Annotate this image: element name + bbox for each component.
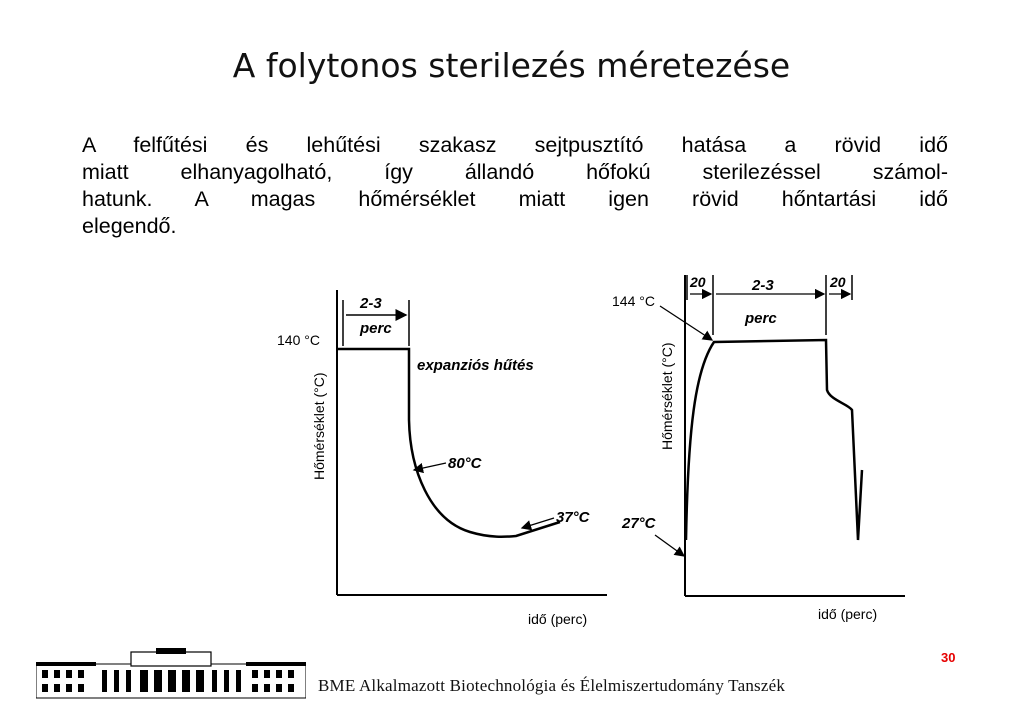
arrow-27 [655, 535, 684, 556]
hold-label-bottom: perc [360, 320, 392, 337]
paragraph-line: A felfűtési és lehűtési szakasz sejtpusztító hatása a rövid idő [82, 133, 948, 157]
y-axis-label: Hőmérséklet (°C) [659, 342, 675, 450]
temp-label-140: 140 °C [277, 332, 320, 348]
hold-label-top: 2-3 [360, 295, 382, 312]
hold-label-bottom: perc [745, 310, 777, 327]
cool-label: 20 [830, 274, 846, 290]
x-axis-label: idő (perc) [528, 611, 588, 627]
curve-label: expanziós hűtés [417, 357, 534, 374]
temp-label-144: 144 °C [612, 293, 655, 309]
paragraph-line: hatunk. A magas hőmérséklet miatt igen rövid hőntartási idő [82, 187, 948, 211]
x-axis-label: idő (perc) [818, 606, 878, 622]
heat-label: 20 [690, 274, 706, 290]
page-number: 30 [941, 650, 956, 665]
temp-label-37: 37°C [556, 509, 590, 526]
hold-label-top: 2-3 [752, 277, 774, 294]
slide-title: A folytonos sterilezés méretezése [232, 46, 791, 85]
university-building-logo [36, 648, 306, 700]
y-axis-label: Hőmérséklet (°C) [311, 372, 327, 480]
footer-department: BME Alkalmazott Biotechnológia és Élelmiszertudomány Tanszék [318, 676, 786, 695]
paragraph-line: miatt elhanyagolható, így állandó hőfokú sterilezéssel számol- [82, 160, 948, 184]
temp-label-80: 80°C [448, 455, 482, 472]
paragraph-line: elegendő. [82, 214, 177, 238]
temperature-curve [686, 340, 862, 540]
temp-label-27: 27°C [622, 515, 656, 532]
